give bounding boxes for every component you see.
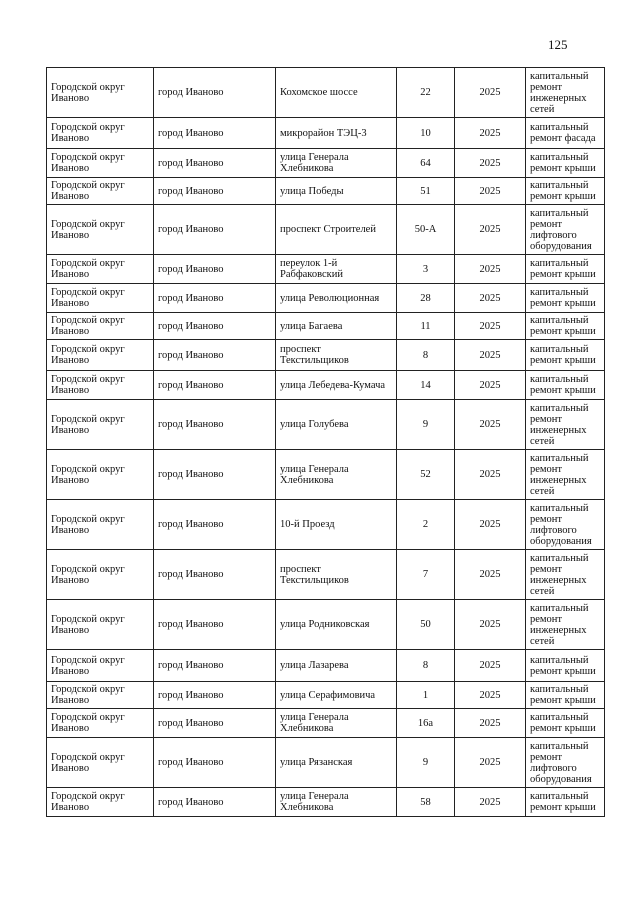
- municipality-cell: Городской округ Иваново: [47, 709, 154, 738]
- year-cell: 2025: [455, 682, 526, 709]
- street-cell: улица Генерала Хлебникова: [276, 149, 397, 178]
- year-cell: 2025: [455, 788, 526, 817]
- table-row: [47, 255, 605, 284]
- house-number-cell: 1: [397, 682, 455, 709]
- settlement-cell: город Иваново: [154, 450, 276, 500]
- table-row: [47, 550, 605, 600]
- settlement-cell: город Иваново: [154, 205, 276, 255]
- work-type-cell: капитальный ремонт инженерных сетей: [526, 400, 605, 450]
- street-cell: улица Генерала Хлебникова: [276, 788, 397, 817]
- settlement-cell: город Иваново: [154, 682, 276, 709]
- settlement-cell: город Иваново: [154, 650, 276, 682]
- work-type-cell: капитальный ремонт инженерных сетей: [526, 68, 605, 118]
- year-cell: 2025: [455, 650, 526, 682]
- settlement-cell: город Иваново: [154, 371, 276, 400]
- work-type-cell: капитальный ремонт фасада: [526, 118, 605, 149]
- municipality-cell: Городской округ Иваново: [47, 149, 154, 178]
- street-cell: переулок 1-й Рабфаковский: [276, 255, 397, 284]
- municipality-cell: Городской округ Иваново: [47, 313, 154, 340]
- settlement-cell: город Иваново: [154, 178, 276, 205]
- work-type-cell: капитальный ремонт крыши: [526, 709, 605, 738]
- year-cell: 2025: [455, 709, 526, 738]
- house-number-cell: 14: [397, 371, 455, 400]
- municipality-cell: Городской округ Иваново: [47, 600, 154, 650]
- page-number: 125: [548, 37, 568, 52]
- municipality-cell: Городской округ Иваново: [47, 178, 154, 205]
- house-number-cell: 51: [397, 178, 455, 205]
- municipality-cell: Городской округ Иваново: [47, 371, 154, 400]
- settlement-cell: город Иваново: [154, 738, 276, 788]
- municipality-cell: Городской округ Иваново: [47, 738, 154, 788]
- house-number-cell: 50-А: [397, 205, 455, 255]
- settlement-cell: город Иваново: [154, 709, 276, 738]
- municipality-cell: Городской округ Иваново: [47, 788, 154, 817]
- table-row: [47, 68, 605, 118]
- house-number-cell: 7: [397, 550, 455, 600]
- settlement-cell: город Иваново: [154, 284, 276, 313]
- table-row: [47, 313, 605, 340]
- house-number-cell: 3: [397, 255, 455, 284]
- municipality-cell: Городской округ Иваново: [47, 550, 154, 600]
- year-cell: 2025: [455, 205, 526, 255]
- table-row: [47, 149, 605, 178]
- house-number-cell: 8: [397, 340, 455, 371]
- settlement-cell: город Иваново: [154, 68, 276, 118]
- table-row: [47, 340, 605, 371]
- year-cell: 2025: [455, 400, 526, 450]
- table-row: [47, 709, 605, 738]
- house-number-cell: 9: [397, 400, 455, 450]
- year-cell: 2025: [455, 500, 526, 550]
- work-type-cell: капитальный ремонт крыши: [526, 788, 605, 817]
- year-cell: 2025: [455, 68, 526, 118]
- street-cell: проспект Текстильщиков: [276, 550, 397, 600]
- year-cell: 2025: [455, 450, 526, 500]
- year-cell: 2025: [455, 313, 526, 340]
- work-type-cell: капитальный ремонт лифтового оборудования: [526, 500, 605, 550]
- work-type-cell: капитальный ремонт крыши: [526, 371, 605, 400]
- table-row: [47, 738, 605, 788]
- year-cell: 2025: [455, 738, 526, 788]
- settlement-cell: город Иваново: [154, 400, 276, 450]
- table-row: [47, 118, 605, 149]
- house-number-cell: 28: [397, 284, 455, 313]
- settlement-cell: город Иваново: [154, 118, 276, 149]
- work-type-cell: капитальный ремонт крыши: [526, 255, 605, 284]
- settlement-cell: город Иваново: [154, 550, 276, 600]
- table-row: [47, 682, 605, 709]
- street-cell: улица Серафимовича: [276, 682, 397, 709]
- settlement-cell: город Иваново: [154, 600, 276, 650]
- street-cell: улица Рязанская: [276, 738, 397, 788]
- settlement-cell: город Иваново: [154, 788, 276, 817]
- street-cell: улица Генерала Хлебникова: [276, 450, 397, 500]
- municipality-cell: Городской округ Иваново: [47, 284, 154, 313]
- house-number-cell: 9: [397, 738, 455, 788]
- municipality-cell: Городской округ Иваново: [47, 118, 154, 149]
- street-cell: улица Лебедева-Кумача: [276, 371, 397, 400]
- settlement-cell: город Иваново: [154, 340, 276, 371]
- year-cell: 2025: [455, 118, 526, 149]
- table-row: [47, 650, 605, 682]
- street-cell: проспект Строителей: [276, 205, 397, 255]
- street-cell: Кохомское шоссе: [276, 68, 397, 118]
- municipality-cell: Городской округ Иваново: [47, 450, 154, 500]
- house-number-cell: 8: [397, 650, 455, 682]
- house-number-cell: 11: [397, 313, 455, 340]
- street-cell: улица Лазарева: [276, 650, 397, 682]
- house-number-cell: 64: [397, 149, 455, 178]
- municipality-cell: Городской округ Иваново: [47, 500, 154, 550]
- settlement-cell: город Иваново: [154, 149, 276, 178]
- municipality-cell: Городской округ Иваново: [47, 400, 154, 450]
- street-cell: улица Голубева: [276, 400, 397, 450]
- settlement-cell: город Иваново: [154, 313, 276, 340]
- year-cell: 2025: [455, 284, 526, 313]
- settlement-cell: город Иваново: [154, 255, 276, 284]
- work-type-cell: капитальный ремонт крыши: [526, 178, 605, 205]
- municipality-cell: Городской округ Иваново: [47, 255, 154, 284]
- year-cell: 2025: [455, 550, 526, 600]
- work-type-cell: капитальный ремонт крыши: [526, 682, 605, 709]
- house-number-cell: 58: [397, 788, 455, 817]
- table-row: [47, 178, 605, 205]
- work-type-cell: капитальный ремонт инженерных сетей: [526, 600, 605, 650]
- work-type-cell: капитальный ремонт инженерных сетей: [526, 550, 605, 600]
- house-number-cell: 52: [397, 450, 455, 500]
- work-type-cell: капитальный ремонт крыши: [526, 650, 605, 682]
- repair-schedule-table: [46, 67, 605, 817]
- house-number-cell: 16а: [397, 709, 455, 738]
- municipality-cell: Городской округ Иваново: [47, 205, 154, 255]
- year-cell: 2025: [455, 600, 526, 650]
- street-cell: улица Генерала Хлебникова: [276, 709, 397, 738]
- street-cell: улица Победы: [276, 178, 397, 205]
- house-number-cell: 10: [397, 118, 455, 149]
- street-cell: улица Родниковская: [276, 600, 397, 650]
- year-cell: 2025: [455, 178, 526, 205]
- work-type-cell: капитальный ремонт инженерных сетей: [526, 450, 605, 500]
- table-row: [47, 284, 605, 313]
- table-row: [47, 400, 605, 450]
- municipality-cell: Городской округ Иваново: [47, 68, 154, 118]
- table-row: [47, 500, 605, 550]
- house-number-cell: 50: [397, 600, 455, 650]
- work-type-cell: капитальный ремонт лифтового оборудования: [526, 738, 605, 788]
- year-cell: 2025: [455, 340, 526, 371]
- table-body: [47, 68, 605, 817]
- street-cell: 10-й Проезд: [276, 500, 397, 550]
- street-cell: улица Багаева: [276, 313, 397, 340]
- municipality-cell: Городской округ Иваново: [47, 650, 154, 682]
- work-type-cell: капитальный ремонт лифтового оборудования: [526, 205, 605, 255]
- settlement-cell: город Иваново: [154, 500, 276, 550]
- table-row: [47, 371, 605, 400]
- street-cell: микрорайон ТЭЦ-3: [276, 118, 397, 149]
- work-type-cell: капитальный ремонт крыши: [526, 284, 605, 313]
- year-cell: 2025: [455, 149, 526, 178]
- table-row: [47, 450, 605, 500]
- table-row: [47, 205, 605, 255]
- street-cell: улица Революционная: [276, 284, 397, 313]
- work-type-cell: капитальный ремонт крыши: [526, 340, 605, 371]
- table-row: [47, 788, 605, 817]
- work-type-cell: капитальный ремонт крыши: [526, 313, 605, 340]
- street-cell: проспект Текстильщиков: [276, 340, 397, 371]
- municipality-cell: Городской округ Иваново: [47, 340, 154, 371]
- year-cell: 2025: [455, 371, 526, 400]
- table-row: [47, 600, 605, 650]
- house-number-cell: 2: [397, 500, 455, 550]
- house-number-cell: 22: [397, 68, 455, 118]
- municipality-cell: Городской округ Иваново: [47, 682, 154, 709]
- year-cell: 2025: [455, 255, 526, 284]
- work-type-cell: капитальный ремонт крыши: [526, 149, 605, 178]
